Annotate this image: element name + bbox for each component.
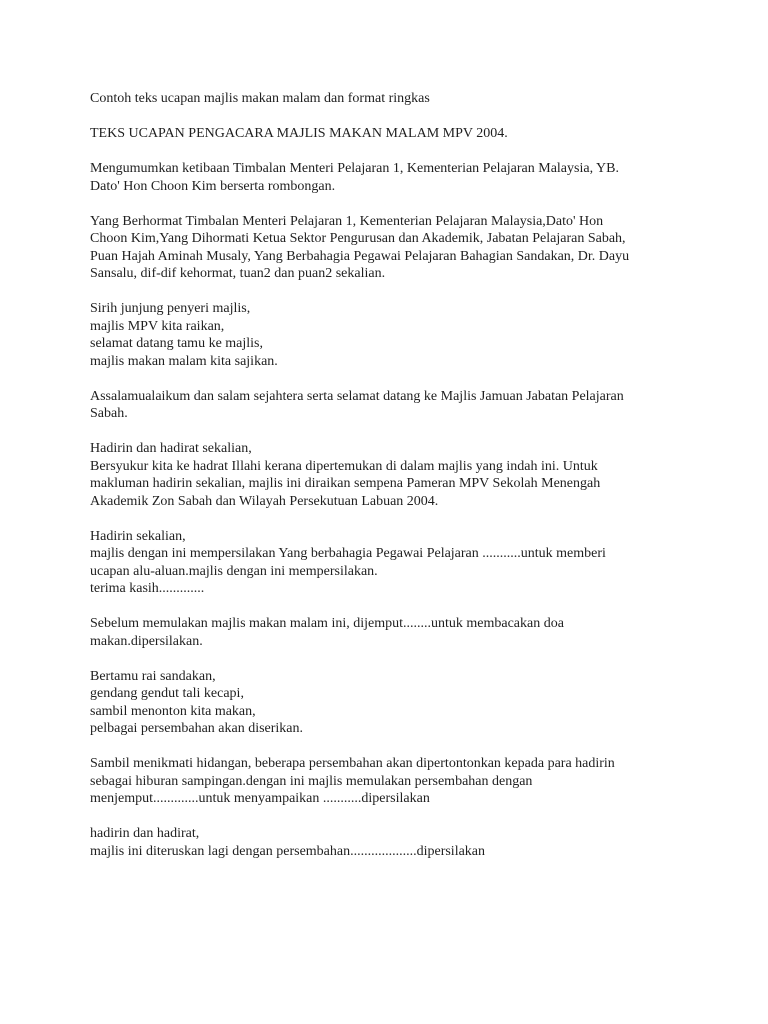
- text-line: selamat datang tamu ke majlis,: [90, 336, 264, 351]
- text-line: Hadirin sekalian,: [90, 528, 186, 544]
- text-line: majlis makan malam kita sajikan.: [90, 353, 278, 369]
- text-line: Assalamualaikum dan salam sejahtera serta selamat datang ke Majlis Jamuan Jabatan Pelajaran: [90, 388, 624, 404]
- paragraph: [90, 825, 690, 860]
- text-line: Sansalu, dif-dif kehormat, tuan2 dan puan2 sekalian.: [90, 266, 386, 281]
- text-line: Contoh teks ucapan majlis makan malam dan format ringkas: [90, 91, 430, 106]
- paragraph: [90, 755, 690, 808]
- speech-heading: [90, 125, 690, 143]
- text-line: menjemput.............untuk menyampaikan ...........dipersilakan: [90, 791, 430, 806]
- document-title: [90, 90, 690, 108]
- text-line: Sirih junjung penyeri majlis,: [90, 301, 251, 316]
- text-line: Akademik Zon Sabah dan Wilayah Persekutuan Labuan 2004.: [90, 493, 439, 509]
- text-line: Puan Hajah Aminah Musaly, Yang Berbahagia Pegawai Pelajaran Bahagian Sandakan, Dr. Dayu: [90, 248, 630, 264]
- paragraph: [90, 440, 690, 510]
- text-line: Bersyukur kita ke hadrat Illahi kerana dipertemukan di dalam majlis yang indah ini. Untuk: [90, 458, 598, 474]
- text-line: makan.dipersilakan.: [90, 633, 203, 649]
- document-page: [90, 90, 690, 878]
- text-line: Choon Kim,Yang Dihormati Ketua Sektor Pengurusan dan Akademik, Jabatan Pelajaran Sabah,: [90, 231, 626, 246]
- text-line: Sambil menikmati hidangan, beberapa persembahan akan dipertontonkan kepada para hadirin: [90, 756, 615, 771]
- paragraph: [90, 160, 690, 195]
- paragraph: [90, 615, 690, 650]
- text-line: hadirin dan hadirat,: [90, 826, 200, 841]
- text-line: majlis MPV kita raikan,: [90, 318, 225, 334]
- text-line: Yang Berhormat Timbalan Menteri Pelajaran 1, Kementerian Pelajaran Malaysia,Dato' Hon: [90, 213, 604, 229]
- text-line: Hadirin dan hadirat sekalian,: [90, 441, 252, 456]
- text-line: Sabah.: [90, 406, 128, 421]
- text-line: pelbagai persembahan akan diserikan.: [90, 721, 304, 736]
- text-line: sebagai hiburan sampingan.dengan ini majlis memulakan persembahan dengan: [90, 773, 533, 789]
- text-line: Mengumumkan ketibaan Timbalan Menteri Pelajaran 1, Kementerian Pelajaran Malaysia, YB.: [90, 161, 620, 176]
- text-line: majlis dengan ini mempersilakan Yang berbahagia Pegawai Pelajaran ...........untuk memberi: [90, 546, 606, 561]
- pantun-verse: [90, 300, 690, 370]
- text-line: makluman hadirin sekalian, majlis ini diraikan sempena Pameran MPV Sekolah Menengah: [90, 476, 601, 491]
- text-line: sambil menonton kita makan,: [90, 703, 256, 719]
- text-line: Sebelum memulakan majlis makan malam ini, dijemput........untuk membacakan doa: [90, 616, 564, 631]
- text-line: Bertamu rai sandakan,: [90, 668, 216, 684]
- paragraph: [90, 528, 690, 598]
- text-line: Dato' Hon Choon Kim berserta rombongan.: [90, 178, 336, 194]
- text-line: terima kasih.............: [90, 581, 205, 596]
- pantun-verse: [90, 668, 690, 738]
- paragraph: [90, 388, 690, 423]
- text-line: majlis ini diteruskan lagi dengan persembahan...................dipersilakan: [90, 843, 486, 859]
- text-line: TEKS UCAPAN PENGACARA MAJLIS MAKAN MALAM MPV 2004.: [90, 126, 508, 141]
- text-line: gendang gendut tali kecapi,: [90, 686, 244, 701]
- text-line: ucapan alu-aluan.majlis dengan ini mempersilakan.: [90, 563, 378, 579]
- paragraph: [90, 213, 690, 283]
